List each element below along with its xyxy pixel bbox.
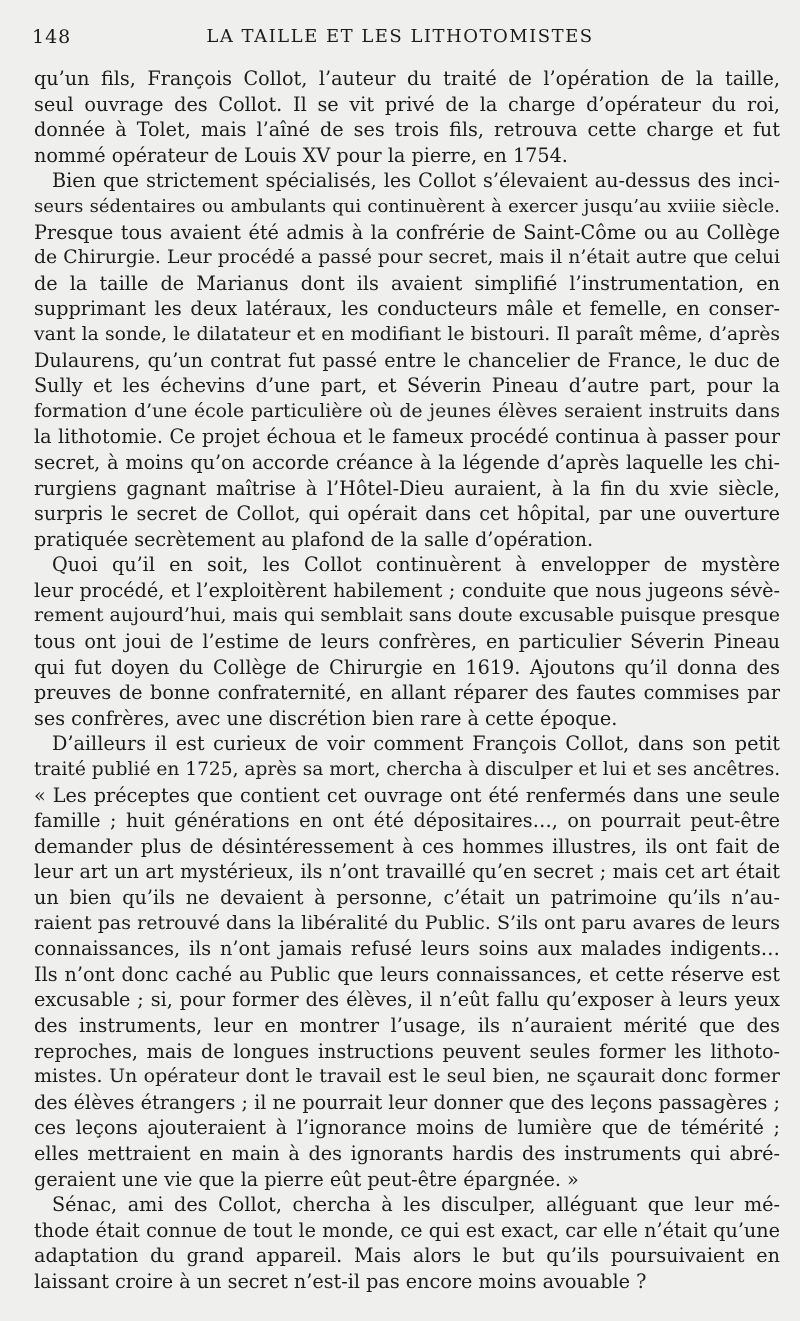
paragraph [34,552,780,731]
text-line: rement aujourd’hui, mais qui semblait sans doute excusable puisque presque [34,604,780,627]
text-line: Dulaurens, qu’un contrat fut passé entre le chancelier de France, le duc de [34,348,780,372]
text-line: traité publié en 1725, après sa mort, chercha à disculper et lui et ses ancêtres. [34,759,781,781]
running-title: LA TAILLE ET LES LITHOTOMISTES [206,26,594,47]
paragraph [34,66,780,168]
text-line: Presque tous avaient été admis à la confrérie de Saint-Côme ou au Collège [34,220,780,244]
text-line: pratiquée secrètement au plafond de la salle d’opération. [34,527,594,551]
text-line: de Chirurgie. Leur procédé a passé pour secret, mais il n’était autre que celui [34,247,780,269]
text-line: D’ailleurs il est curieux de voir comment François Collot, dans son petit [52,732,780,756]
text-line: rurgiens gagnant maîtrise à l’Hôtel-Dieu auraient, à la fin du xvie siècle, [34,476,780,500]
text-line: laissant croire à un secret n’est-il pas encore moins avouable ? [34,1269,647,1293]
text-line: ses confrères, avec une discrétion bien rare à cette époque. [34,706,618,730]
text-line: connaissances, ils n’ont jamais refusé leurs soins aux malades indigents… [34,937,780,961]
text-line: vant la sonde, le dilatateur et en modifiant le bistouri. Il paraît même, d’après [34,323,780,345]
paragraph [34,731,780,1192]
text-line: Bien que strictement spécialisés, les Collot s’élevaient au-dessus des inci- [52,169,780,193]
text-line: adaptation du grand appareil. Mais alors le but qu’ils poursuivaient en [34,1244,780,1268]
text-line: demander plus de désintéressement à ces hommes illustres, ils ont fait de [34,834,780,858]
text-line: preuves de bonne confraternité, en allant réparer des fautes commises par [34,681,780,705]
text-line: « Les préceptes que contient cet ouvrage ont été renfermés dans une seule [34,783,780,807]
text-line: un bien qu’ils ne devaient à personne, c’était un patrimoine qu’ils n’au- [34,886,780,909]
text-line: secret, à moins qu’on accorde créance à la légende d’après laquelle les chi- [34,450,780,474]
text-line: donnée à Tolet, mais l’aîné de ses trois fils, retrouva cette charge et fut [34,118,780,142]
paragraph [34,168,780,552]
text-line: Ils n’ont donc caché au Public que leurs connaissances, et cette réserve est [34,962,780,986]
text-line: leur procédé, et l’exploitèrent habilement ; conduite que nous jugeons sévè- [34,578,780,602]
text-line: qui fut doyen du Collège de Chirurgie en 1619. Ajoutons qu’il donna des [34,655,780,679]
text-line: leur art un art mystérieux, ils n’ont travaillé qu’en secret ; mais cet art était [34,860,780,884]
text-line: tous ont joui de l’estime de leurs confrères, en particulier Séverin Pineau [34,630,780,654]
text-line: Sully et les échevins d’une part, et Séverin Pineau d’autre part, pour la [34,374,780,398]
page-number: 148 [32,26,72,48]
text-line: excusable ; si, pour former des élèves, il n’eût fallu qu’exposer à leurs yeux [34,988,780,1012]
text-line: la lithotomie. Ce projet échoua et le fameux procédé continua à passer pour [34,425,780,449]
text-line: de la taille de Marianus dont ils avaient simplifié l’instrumentation, en [34,271,780,295]
paragraph [34,1192,780,1294]
text-line: surpris le secret de Collot, qui opérait dans cet hôpital, par une ouverture [34,502,780,526]
text-line: famille ; huit générations en ont été dépositaires…, on pourrait peut-être [34,809,780,833]
text-line: mistes. Un opérateur dont le travail est le seul bien, ne sçaurait donc former [34,1065,780,1088]
text-line: Quoi qu’il en soit, les Collot continuèrent à envelopper de mystère [52,553,780,577]
text-line: geraient une vie que la pierre eût peut-être épargnée. » [34,1167,579,1191]
text-line: des instruments, leur en montrer l’usage, ils n’auraient mérité que des [34,1013,780,1037]
text-line: seul ouvrage des Collot. Il se vit privé de la charge d’opérateur du roi, [34,92,780,116]
page-header [32,26,768,56]
text-line: des élèves étrangers ; il ne pourrait leur donner que des leçons passagères ; [34,1090,780,1114]
text-line: raient pas retrouvé dans la libéralité du Public. S’ils ont paru avares de leurs [34,911,780,934]
text-line: supprimant les deux latéraux, les conducteurs mâle et femelle, en conser- [34,297,780,321]
text-line: seurs sédentaires ou ambulants qui continuèrent à exercer jusqu’au xviiie siècle. [34,195,780,217]
text-line: ces leçons ajouteraient à l’ignorance moins de lumière que de témérité ; [34,1116,780,1140]
body-text [34,66,780,1295]
text-line: reproches, mais de longues instructions peuvent seules former les lithoto- [34,1039,780,1063]
text-line: thode était connue de tout le monde, ce qui est exact, car elle n’était qu’une [34,1218,780,1242]
text-line: elles mettraient en main à des ignorants hardis des instruments qui abré- [34,1141,780,1165]
text-line: nommé opérateur de Louis XV pour la pierre, en 1754. [34,143,568,167]
text-line: formation d’une école particulière où de jeunes élèves seraient instruits dans [34,400,780,422]
text-line: qu’un fils, François Collot, l’auteur du traité de l’opération de la taille, [34,67,780,90]
text-line: Sénac, ami des Collot, chercha à les disculper, alléguant que leur mé- [52,1193,780,1217]
